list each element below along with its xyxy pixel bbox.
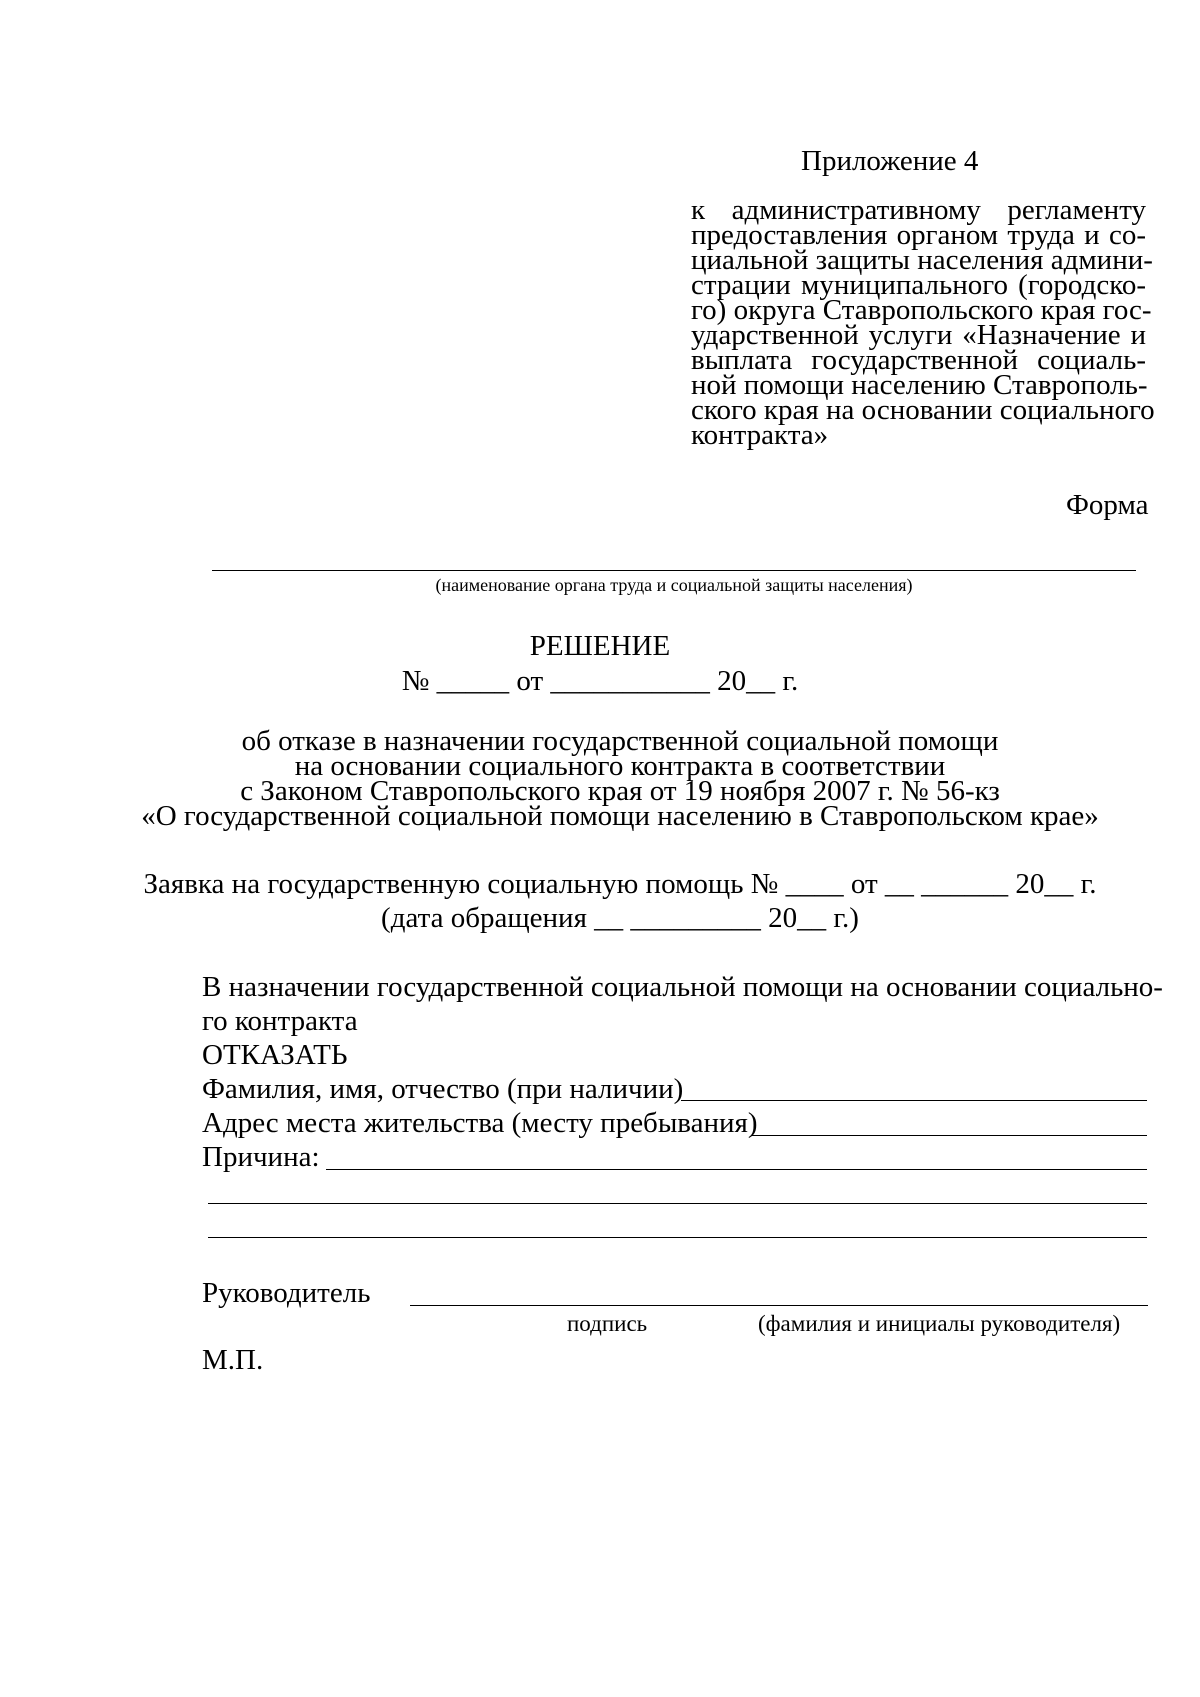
application-date-line: (дата обращения __ _________ 20__ г.) [381, 902, 859, 934]
name-caption: (фамилия и инициалы руководителя) [758, 1311, 1121, 1336]
regulation-line: контракта» [691, 419, 829, 451]
regulation-line: к административному регламенту [691, 194, 1146, 226]
head-label: Руководитель [202, 1277, 371, 1309]
regulation-line: го) округа Ставропольского края гос- [691, 294, 1152, 326]
application-line: Заявка на государственную социальную помощь № ____ от __ ______ 20__ г. [143, 868, 1097, 900]
signature-caption: подпись [567, 1311, 648, 1336]
body-text-line: В назначении государственной социальной помощи на основании социально- [202, 971, 1163, 1003]
fio-label: Фамилия, имя, отчество (при наличии) [202, 1073, 684, 1105]
reason-extra-line [208, 1203, 1147, 1204]
organ-caption: (наименование органа труда и социальной защиты населения) [435, 575, 913, 595]
signature-line [410, 1305, 1148, 1306]
regulation-line: предоставления органом труда и со- [691, 219, 1146, 251]
reason-extra-line [208, 1237, 1147, 1238]
decision-number-line: № _____ от ___________ 20__ г. [401, 665, 799, 697]
regulation-line: ударственной услуги «Назначение и [691, 319, 1146, 351]
subject-line: на основании социального контракта в соответствии [294, 750, 946, 782]
regulation-line: циальной защиты населения админи- [691, 244, 1153, 276]
subject-line: об отказе в назначении государственной социальной помощи [241, 725, 999, 757]
subject-line: «О государственной социальной помощи населению в Ставропольском крае» [141, 800, 1099, 832]
form-label: Форма [1066, 489, 1149, 521]
refuse-label: ОТКАЗАТЬ [202, 1039, 348, 1071]
appendix-title: Приложение 4 [801, 145, 979, 177]
decision-title: РЕШЕНИЕ [529, 630, 671, 662]
regulation-line: ского края на основании социального [691, 394, 1155, 426]
subject-line: с Законом Ставропольского края от 19 ноября 2007 г. № 56-кз [240, 775, 1000, 807]
address-label: Адрес места жительства (месту пребывания) [202, 1107, 758, 1139]
body-text-line: го контракта [202, 1005, 358, 1037]
stamp-label: М.П. [202, 1344, 264, 1376]
regulation-line: страции муниципального (городско- [691, 269, 1146, 301]
fio-field-line [681, 1100, 1147, 1101]
regulation-line: ной помощи населению Ставрополь- [691, 369, 1148, 401]
regulation-line: выплата государственной социаль- [691, 344, 1146, 376]
reason-label: Причина: [202, 1141, 320, 1173]
address-field-line [752, 1135, 1147, 1136]
organ-name-line [212, 570, 1136, 571]
reason-field-line [326, 1169, 1147, 1170]
